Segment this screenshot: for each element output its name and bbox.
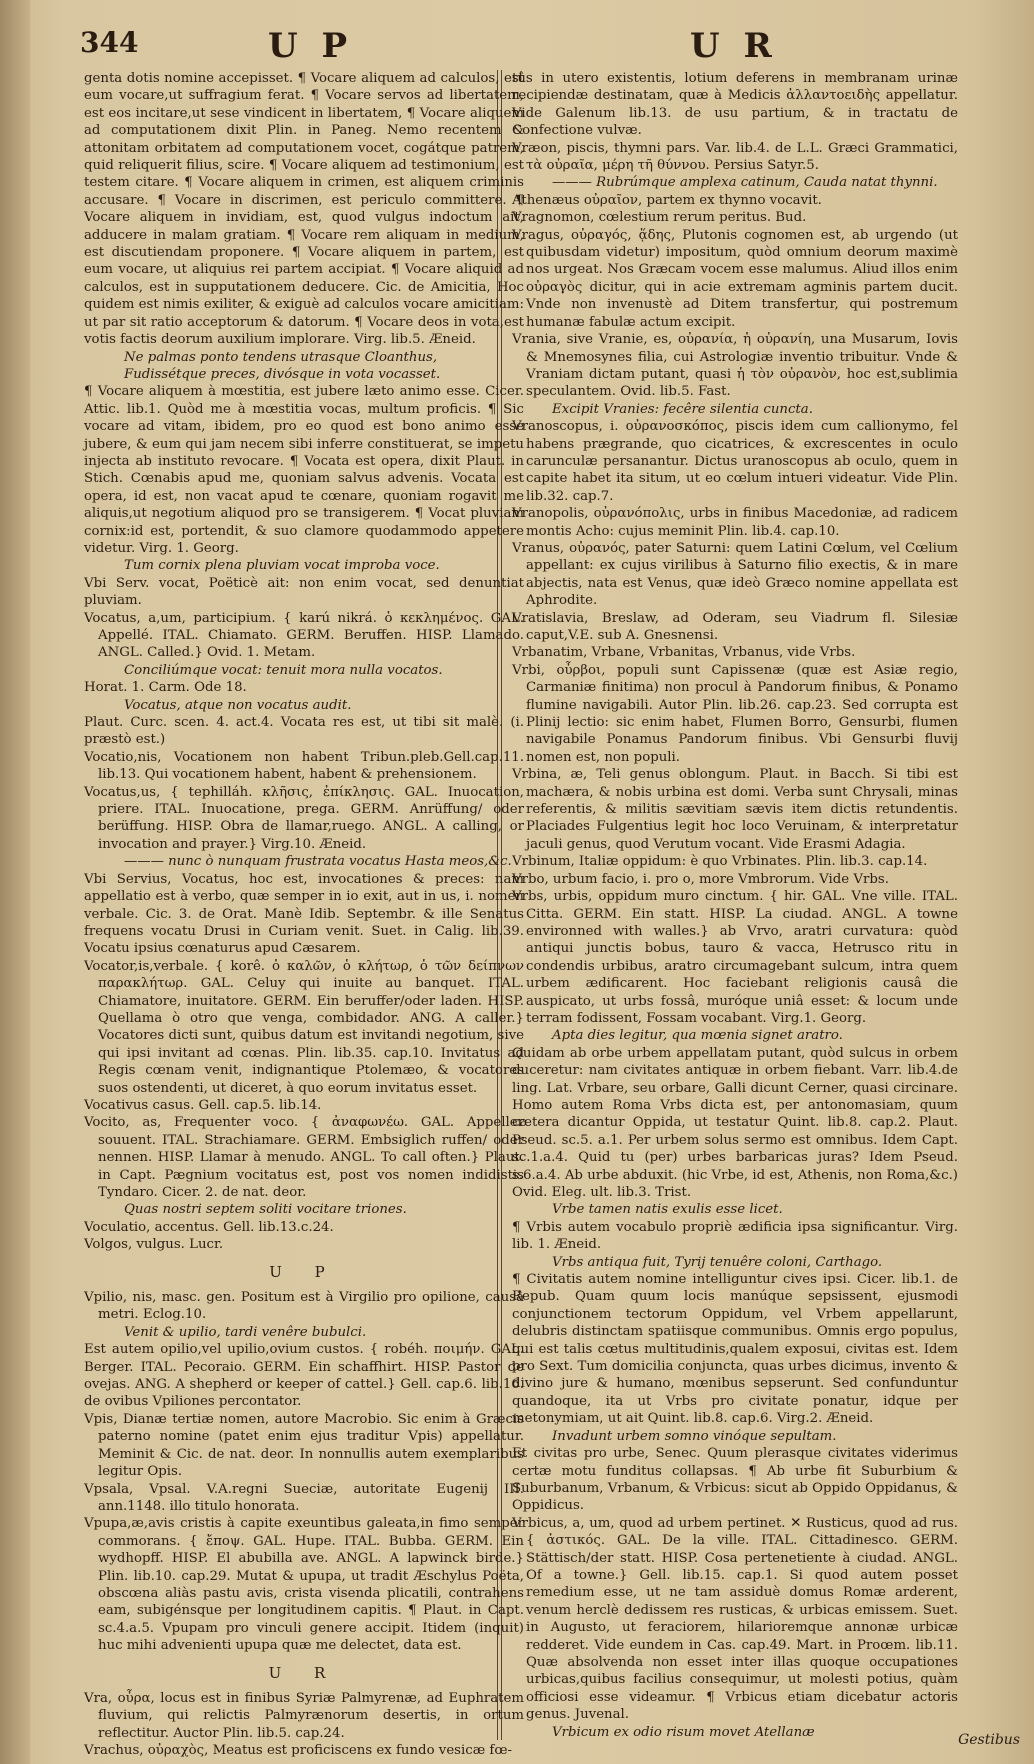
- dictionary-entry: Vrania, sive Vranie, es, οὐρανία, ἡ οὐρανίη, una Musarum, Iovis & Mnemosynes filia, cui Astrologiæ inventio tribuitur. Vnde & Vraniam dictam putant, quasi ἡ τὸν οὐρανὸν, hoc est,sublimia speculantem. Ovid. lib.5. Fast.: [512, 332, 958, 400]
- dictionary-entry: Vragnomon, cœlestium rerum peritus. Bud.: [512, 210, 807, 226]
- dictionary-entry: Vrbicus, a, um, quod ad urbem pertinet. ✕ Rusticus, quod ad rus. { ἀστικός. GAL. De la ville. ITAL. Cittadinesco. GERM. Stättisch/der statt. HISP. Cosa pertenetiente à ciudad. ANGL. Of a towne.} Gell. lib.15. cap.1. Si quod autem posset remedium esse, ut ne tam assiduè domus Romæ arderent, venum herclè dedissem res rusticas, & urbicas emissem. Suet. in Augusto, ut feraciorem, hilarioremque annonæ urbicæ redderet. Vide eundem in Cas. cap.49. Mart. in Proœm. lib.11. Quæ absolvenda non esset inter illas quoque occupationes urbicas,quibus facilius consequimur, ut molesti potius, quàm officiosi esse videamur. ¶ Vrbicus etiam dicebatur actoris genus. Juvenal.: [512, 1515, 958, 1723]
- verse-quote: Excipit Vranies: fecêre silentia cuncta.: [552, 401, 813, 417]
- verse-quote: Quas nostri septem soliti vocitare triones.: [124, 1202, 407, 1218]
- dictionary-entry: Est autem opilio,vel upilio,ovium custos. { robéh. ποιμήν. GAL. Berger. ITAL. Pecoraio. GERM. Ein schaffhirt. HISP. Pastor de ovejas. ANG. A shepherd or keeper of cattel.} Gell. cap.6. lib.16. de ovibus Vpiliones percontator.: [84, 1342, 524, 1410]
- dictionary-entry: Vrbina, æ, Teli genus oblongum. Plaut. in Bacch. Si tibi est machæra, & nobis urbina est domi. Verba sunt Chrysali, minas referentis, & militis sævitiam sævis item dictis retundentis. Placiades Fulgentius legit hoc loco Veruinam, & interpretatur jaculi genus, quod Verutum vocant. Vide Erasmi Adagia.: [512, 767, 958, 852]
- verse-quote: Apta dies legitur, qua mœnia signet aratro.: [552, 1028, 843, 1044]
- dictionary-entry: Vratislavia, Breslaw, ad Oderam, seu Viadrum fl. Silesiæ caput,V.E. sub A. Gnesnensi.: [512, 610, 958, 643]
- dictionary-entry: Et civitas pro urbe, Senec. Quum plerasque civitates viderimus certæ motu funditus collapsas. ¶ Ab urbe fit Suburbium & Suburbanum, Vrbanum, & Vrbicus: sicut ab Oppido Oppidanus, & Oppidicus.: [512, 1446, 958, 1514]
- dictionary-entry: Vpupa,æ,avis cristis à capite exeuntibus galeata,in fimo semper commorans. { ἔποψ. GAL. Hupe. ITAL. Bubba. GERM. Ein wydhopff. HISP. El abubilla ave. ANGL. A lapwinck birde.} Plin. lib.10. cap.29. Mutat & upupa, ut tradit Æschylus Poëta, obscœna aliàs pastu avis, crista visenda plicatili, contrahens eam, subigénsque per longitudinem capitis. ¶ Plaut. in Capt. sc.4.a.5. Vpupam pro vinculi genere accipit. Itidem (inquit) huc mihi advenienti upupa quæ me delectet, data est.: [84, 1516, 524, 1654]
- verse-quote: Invadunt urbem somno vinóque sepultam.: [552, 1428, 837, 1444]
- dictionary-entry: Vræon, piscis, thymni pars. Var. lib.4. de L.L. Græci Grammatici, τὰ οὐραῖα, μέρη τῆ θύννου. Persius Satyr.5.: [512, 140, 958, 174]
- dictionary-entry: Volgos, vulgus. Lucr.: [84, 1237, 224, 1253]
- dictionary-entry: Vranoscopus, i. οὐρανοσκόπος, piscis idem cum callionymo, fel habens prægrande, quo cicatrices, & excrescentes in oculo carunculæ persanantur. Dictus uranoscopus ab oculo, quem in capite habet ita situm, ut eo cœlum intueri videatur. Vide Plin. lib.32. cap.7.: [512, 419, 958, 504]
- dictionary-entry: Vra, οὖρα, locus est in finibus Syriæ Palmyrenæ, ad Euphratem fluvium, qui relictis Palmyrænorum desertis, in ortum reflectitur. Auctor Plin. lib.5. cap.24.: [84, 1690, 524, 1741]
- right-column: [512, 70, 958, 1750]
- dictionary-entry: Vrbo, urbum facio, i. pro o, more Vmbrorum. Vide Vrbs.: [512, 871, 889, 887]
- verse-quote: Vrbs antiqua fuit, Tyrij tenuêre coloni, Carthago.: [552, 1254, 883, 1270]
- dictionary-entry: Vbi Servius, Vocatus, hoc est, invocationes & preces: nam appellatio est à verbo, quæ semper in io exit, aut in us, i. nomen verbale. Cic. 3. de Orat. Manè Idib. Septembr. & ille Senatus frequens vocatu Drusi in Curiam venit. Suet. in Calig. lib.39. Vocatu ipsius cœnaturus apud Cæsarem.: [84, 871, 524, 957]
- dictionary-entry: Vrachus, οὐραχὸς, Meatus est proficiscens ex fundo vesicæ fœ-: [84, 1743, 512, 1759]
- running-head-right: U R: [690, 26, 778, 66]
- page-number: 344: [80, 26, 139, 59]
- section-heading: U R: [268, 1663, 340, 1682]
- dictionary-entry: Vocatus,us, { tephilláh. κλῆσις, ἐπίκλησις. GAL. Inuocation, priere. ITAL. Inuocatione, prega. GERM. Anrüffung/ oder berüffung. HISP. Obra de llamar,ruego. ANGL. A calling, or invocation and prayer.} Virg.10. Æneid.: [84, 784, 524, 852]
- verse-quote: Conciliúmque vocat: tenuit mora nulla vocatos.: [124, 662, 443, 678]
- dictionary-entry: Vrbi, οὖρβοι, populi sunt Capissenæ (quæ est Asiæ regio, Carmaniæ finitima) non procul à Pandorum finibus, & Ponamo flumine navigabili. Autor Plin. lib.26. cap.23. Sed corrupta est Plinij lectio: sic enim habet, Flumen Borro, Gensurbi, flumen navigabile Ponamus Pandorum finibus. Vbi Gensurbi fluvij nomen est, non populi.: [512, 662, 958, 765]
- dictionary-entry: Vocito, as, Frequenter voco. { ἀναφωνέω. GAL. Appeller souuent. ITAL. Strachiamare. GERM. Embsiglich ruffen/ oder nennen. HISP. Llamar à menudo. ANGL. To call often.} Plaut. in Capt. Pægnium vocitatus est, post vos nomen indidistis Tyndaro. Cicer. 2. de nat. deor.: [84, 1115, 524, 1200]
- verse-quote: ——— nunc ò nunquam frustrata vocatus Hasta meos,&c.: [124, 854, 512, 870]
- verse-quote: Venit & upilio, tardi venêre bubulci.: [124, 1324, 367, 1340]
- catchword: Gestibus: [958, 1732, 1020, 1748]
- dictionary-entry: Vrbanatim, Vrbane, Vrbanitas, Vrbanus, vide Vrbs.: [512, 645, 856, 661]
- left-column: [84, 70, 524, 1759]
- dictionary-entry: Athenæus οὐραῖον, partem ex thynno vocavit.: [512, 192, 822, 208]
- dictionary-entry: Vocatus, a,um, participium. { karú nikrá. ὁ κεκλημένος. GAL. Appellé. ITAL. Chiamato. GERM. Beruffen. HISP. Llamado. ANGL. Called.} Ovid. 1. Metam.: [84, 610, 524, 661]
- dictionary-entry: Vocator,is,verbale. { korê. ὁ καλῶν, ὁ κλήτωρ, ὁ τῶν δείπνων παρακλήτωρ. GAL. Celuy qui inuite au banquet. ITAL. Chiamatore, inuitatore. GERM. Ein beruffer/oder laden. HISP. Quellama ò otro que venga, combidador. ANG. A caller.} Vocatores dicti sunt, quibus datum est invitandi negotium, sive qui ipsi invitant ad cœnas. Plin. lib.35. cap.10. Invitatus ad Regis cœnam venit, indignantique Ptolemæo, & vocatores suos ostendenti, ut diceret, à quo eorum invitatus esset.: [84, 958, 524, 1096]
- binding-shadow: [0, 0, 30, 1764]
- verse-quote: Vocatus, atque non vocatus audit.: [124, 697, 352, 713]
- dictionary-entry: Vocativus casus. Gell. cap.5. lib.14.: [84, 1097, 322, 1113]
- dictionary-entry: Horat. 1. Carm. Ode 18.: [84, 680, 247, 696]
- dictionary-entry: Voculatio, accentus. Gell. lib.13.c.24.: [84, 1219, 334, 1235]
- section-heading: U P: [269, 1262, 339, 1281]
- dictionary-entry: Vrbinum, Italiæ oppidum: è quo Vrbinates. Plin. lib.3. cap.14.: [512, 854, 928, 870]
- dictionary-entry: Vocatio,nis, Vocationem non habent Tribun.pleb.Gell.cap.11. lib.13. Qui vocationem habent, habent & prehensionem.: [84, 749, 524, 783]
- dictionary-entry: Vbi Serv. vocat, Poëticè ait: non enim vocat, sed denuntiat pluviam.: [84, 575, 524, 609]
- dictionary-entry: ¶ Vrbis autem vocabulo propriè ædificia ipsa significantur. Virg. lib. 1. Æneid.: [512, 1219, 958, 1253]
- dictionary-entry: Vpilio, nis, masc. gen. Positum est à Virgilio pro opilione, causâ metri. Eclog.10.: [84, 1290, 524, 1323]
- verse-quote: Ne palmas ponto tendens utrasque Cloanthus,: [124, 349, 438, 365]
- verse-quote: ——— Rubrúmque amplexa catinum, Cauda natat thynni.: [552, 175, 938, 191]
- dictionary-entry: Vrbs, urbis, oppidum muro cinctum. { hir. GAL. Vne ville. ITAL. Citta. GERM. Ein statt. HISP. La ciudad. ANGL. A towne environned with walles.} ab Vrvo, aratri curvatura: quòd antiqui junctis bobus, tauro & vacca, Hetrusco ritu in condendis urbibus, aratro circumagebant sulcum, intra quem urbem ædificarent. Hoc faciebant religionis causâ die auspicato, ut urbs fossâ, muróque uniâ esset: & locum unde terram fodissent, Fossam vocabant. Virg.1. Georg.: [512, 889, 958, 1026]
- dictionary-entry: Vragus, οὐραγός, ᾅδης, Plutonis cognomen est, ab urgendo (ut quibusdam videtur) impositum, quòd omnium deorum maximè nos urgeat. Nos Græcam vocem esse malumus. Aliud illos enim οὐραγὸς dicitur, qui in acie extremam agminis partem ducit. Vnde non invenustè ad Ditem transfertur, qui postremum humanæ fabulæ actum excipit.: [512, 227, 958, 330]
- dictionary-entry: ¶ Civitatis autem nomine intelliguntur cives ipsi. Cicer. lib.1. de Repub. Quam quum locis manúque sepsissent, ejusmodi conjunctionem tectorum Oppidum, vel Vrbem appellarunt, delubris distinctam spatiisque communibus. Omnis ergo populus, qui est talis cœtus multitudinis,qualem exposui, civitas est. Idem pro Sext. Tum domicilia conjuncta, quas urbes dicimus, invento & divino jure & humano, mœnibus sepserunt. Sed confunduntur quandoque, ita ut Vrbs pro civitate ponatur, idque per metonymiam, ut ait Quint. lib.8. cap.6. Virg.2. Æneid.: [512, 1272, 958, 1427]
- dictionary-entry: tûs in utero existentis, lotium deferens in membranam urinæ recipiendæ destinatam, quæ à Medicis ἀλλαντοειδὴς appellatur. Vide Galenum lib.13. de usu partium, & in tractatu de Confectione vulvæ.: [512, 71, 958, 139]
- dictionary-entry: ¶ Vocare aliquem à mœstitia, est jubere læto animo esse. Cicer. Attic. lib.1. Quòd me à mœstitia vocas, multum proficis. ¶ Sic vocare ad vitam, ibidem, pro eo quod est bono animo esse jubere, & eum qui jam necem sibi inferre constituerat, se impetu injecta ab instituto revocare. ¶ Vocata est opera, dixit Plaut. in Stich. Cœnabis apud me, quoniam salvus advenis. Vocata est opera, id est, non vacat apud te cœnare, quoniam rogavit me aliquis,ut negotium aliquod pro se transigerem. ¶ Vocat pluviam cornix:id est, portendit, & suo clamore quodammodo appetere videtur. Virg. 1. Georg.: [84, 384, 524, 556]
- dictionary-entry: genta dotis nomine accepisset. ¶ Vocare aliquem ad calculos, est eum vocare,ut suffragium ferat. ¶ Vocare servos ad libertatem, est eos incitare,ut sese vindicent in libertatem, ¶ Vocare aliquem ad computationem dixit Plin. in Paneg. Nemo recentem & attonitam orbitatem ad computationem vocet, cogátque patrem, quid reliquerit filius, scire. ¶ Vocare aliquem ad testimonium, est testem citare. ¶ Vocare aliquem in crimen, est aliquem criminis accusare. ¶ Vocare in discrimen, est periculo committere. ¶ Vocare aliquem in invidiam, est, quod vulgus indoctum ait, adducere in malam gratiam. ¶ Vocare rem aliquam in medium, est discutiendam proponere. ¶ Vocare aliquem in partem, est eum vocare, ut aliquius rei partem accipiat. ¶ Vocare aliquid ad calculos, est in supputationem deducere. Cic. de Amicitia, Hoc quidem est nimis exiliter, & exiguè ad calculos vocare amicitiam: ut par sit ratio acceptorum & datorum. ¶ Vocare deos in vota,est votis factis deorum auxilium implorare. Virg. lib.5. Æneid.: [84, 71, 524, 348]
- dictionary-entry: Vranopolis, οὐρανόπολις, urbs in finibus Macedoniæ, ad radicem montis Acho: cujus meminit Plin. lib.4. cap.10.: [512, 506, 958, 539]
- dictionary-entry: Vranus, οὐρανός, pater Saturni: quem Latini Cœlum, vel Cœlium appellant: ex cujus virilibus à Saturno filio exectis, & in mare abjectis, nata est Venus, quæ ideò Græco nomine appellata est Aphrodite.: [512, 540, 958, 609]
- dictionary-entry: Vpis, Dianæ tertiæ nomen, autore Macrobio. Sic enim à Græcis paterno nomine (patet enim ejus traditur Vpis) appellatur. Meminit & Cic. de nat. deor. In nonnullis autem exemplaribus legitur Opis.: [84, 1411, 524, 1480]
- dictionary-entry: Plaut. Curc. scen. 4. act.4. Vocata res est, ut tibi sit malè. (i. præstò est.): [84, 715, 524, 748]
- dictionary-entry: Quidam ab orbe urbem appellatam putant, quòd sulcus in orbem duceretur: nam civitates antiquæ in orbem fiebant. Varr. lib.4.de ling. Lat. Vrbare, seu orbare, Galli dicunt Cerner, quasi circinare. Homo autem Roma Vrbs dicta est, per antonomasiam, quum cætera dicantur Oppida, ut testatur Quint. lib.8. cap.2. Plaut. Pseud. sc.5. a.1. Per urbem solus sermo est omnibus. Idem Capt. sc.1.a.4. Quid tu (per) urbes barbaricas juras? Idem Pseud. s.6.a.4. Ab urbe abduxit. (hic Vrbe, id est, Athenis, non Roma,&c.) Ovid. Eleg. ult. lib.3. Trist.: [512, 1045, 958, 1200]
- running-head-left: U P: [268, 26, 354, 66]
- verse-quote: Fudissétque preces, divósque in vota vocasset.: [124, 366, 441, 382]
- dictionary-entry: Vpsala, Vpsal. V.A.regni Sueciæ, autoritate Eugenij III. ann.1148. illo titulo honorata.: [84, 1481, 524, 1514]
- verse-quote: Vrbe tamen natis exulis esse licet.: [552, 1202, 783, 1218]
- verse-quote: Tum cornix plena pluviam vocat improba voce.: [124, 558, 440, 574]
- verse-quote: Vrbicum ex odio risum movet Atellanæ: [552, 1724, 815, 1740]
